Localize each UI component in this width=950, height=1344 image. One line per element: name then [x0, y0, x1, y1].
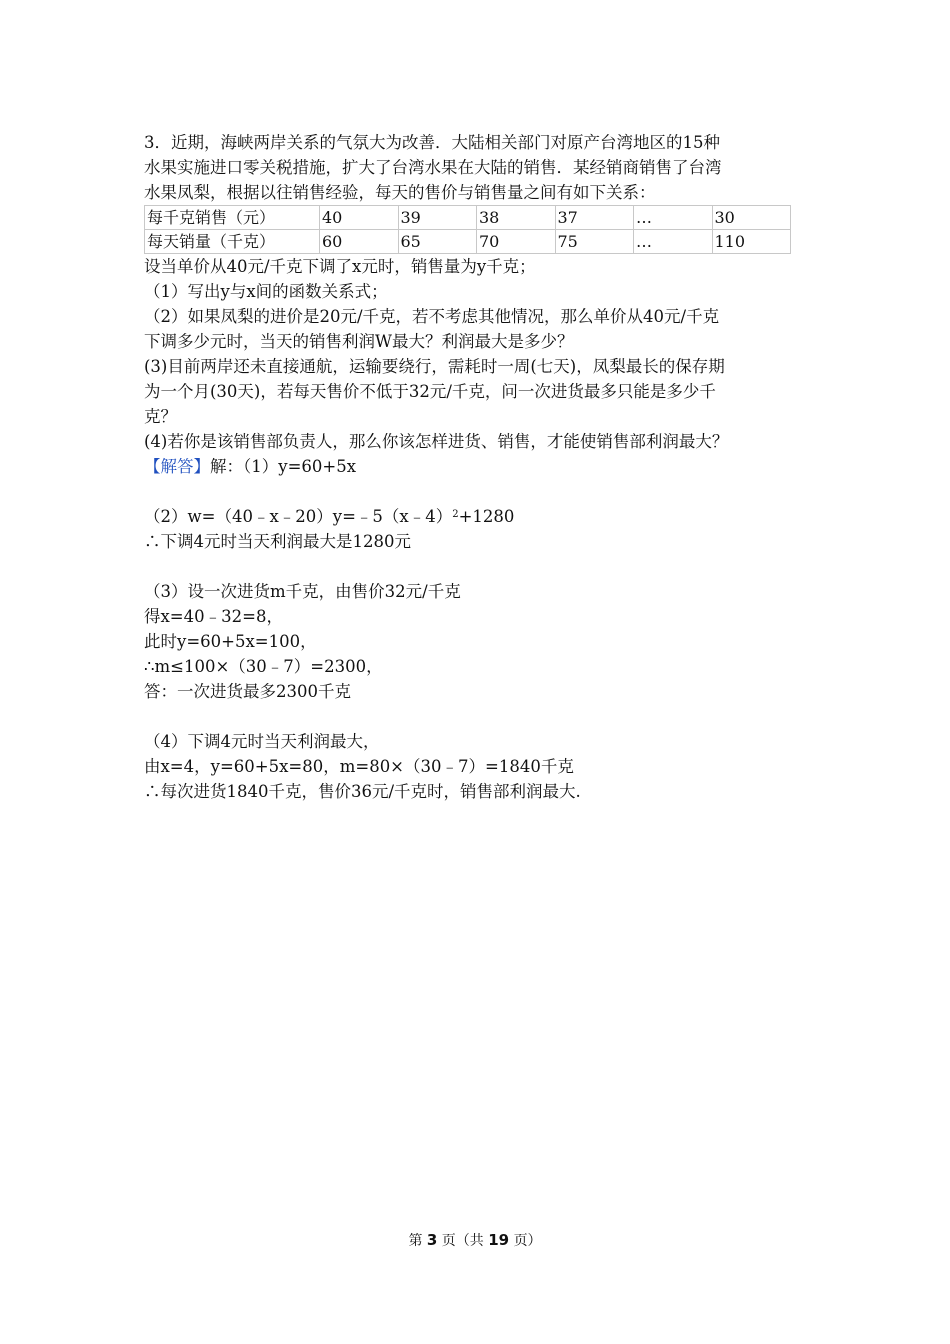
- table-cell: 75: [555, 230, 634, 254]
- answer-part-4: （4）下调4元时当天利润最大，: [144, 732, 380, 751]
- question-3: (3)目前两岸还未直接通航，运输要绕行，需耗时一周(七天)，凤梨最长的保存期: [144, 357, 725, 376]
- question-2-cont: 下调多少元时，当天的销售利润W最大？利润最大是多少？: [144, 332, 574, 351]
- question-3-cont: 为一个月(30天)，若每天售价不低于32元/千克，问一次进货最多只能是多少千: [144, 382, 716, 401]
- row-label: 每天销量（千克）: [145, 230, 320, 254]
- price-sales-table: [144, 205, 791, 254]
- table-cell: 40: [320, 206, 399, 230]
- table-cell: 65: [398, 230, 477, 254]
- answer-part-3-step: 此时y=60+5x=100，: [144, 632, 317, 651]
- table-cell: …: [634, 206, 713, 230]
- table-row: [145, 230, 791, 254]
- answer-part-1: [144, 454, 814, 479]
- answer-part-3-conclusion: 答：一次进货最多2300千克: [144, 682, 351, 701]
- answer-part-1-text: 解：（1）y=60+5x: [210, 457, 357, 476]
- footer-prefix: 第: [408, 1233, 423, 1249]
- table-cell: 37: [555, 206, 634, 230]
- answer-tag: 【解答】: [144, 457, 210, 476]
- table-cell: …: [634, 230, 713, 254]
- table-cell: 70: [477, 230, 556, 254]
- question-1: （1）写出y与x间的函数关系式；: [144, 282, 388, 301]
- answer-part-3-step: ∴m≤100×（30﹣7）=2300，: [144, 657, 383, 676]
- answer-part-4-step: 由x=4，y=60+5x=80，m=80×（30﹣7）=1840千克: [144, 757, 574, 776]
- footer-middle: 页（共: [441, 1233, 484, 1249]
- problem-line: 水果实施进口零关税措施，扩大了台湾水果在大陆的销售．某经销商销售了台湾: [144, 158, 722, 177]
- page-number: 3: [426, 1231, 438, 1249]
- answer-part-2: [144, 504, 814, 529]
- problem-line: 设当单价从40元/千克下调了x元时，销售量为y千克；: [144, 257, 536, 276]
- table-cell: 30: [712, 206, 791, 230]
- answer-part-3-step: 得x=40﹣32=8，: [144, 607, 283, 626]
- problem-line: 3．近期，海峡两岸关系的气氛大为改善．大陆相关部门对原产台湾地区的15种: [144, 133, 720, 152]
- document-body: [144, 130, 814, 804]
- table-row: [145, 206, 791, 230]
- total-pages: 19: [488, 1231, 510, 1249]
- table-cell: 60: [320, 230, 399, 254]
- answer-part-3: （3）设一次进货m千克，由售价32元/千克: [144, 582, 461, 601]
- table-cell: 39: [398, 206, 477, 230]
- answer-part-4-conclusion: ∴每次进货1840千克，售价36元/千克时，销售部利润最大.: [144, 782, 581, 801]
- question-3-cont: 克？: [144, 407, 177, 426]
- answer-part-2-conclusion: ∴下调4元时当天利润最大是1280元: [144, 532, 411, 551]
- answer-part-2-formula: （2）w=（40﹣x﹣20）y=﹣5（x﹣4）: [144, 507, 453, 526]
- exponent: 2: [452, 509, 459, 520]
- problem-line: 水果凤梨，根据以往销售经验，每天的售价与销售量之间有如下关系：: [144, 183, 656, 202]
- row-label: 每千克销售（元）: [145, 206, 320, 230]
- question-2: （2）如果凤梨的进价是20元/千克，若不考虑其他情况，那么单价从40元/千克: [144, 307, 720, 326]
- question-4: (4)若你是该销售部负责人，那么你该怎样进货、销售，才能使销售部利润最大？: [144, 432, 729, 451]
- table-cell: 110: [712, 230, 791, 254]
- answer-part-2-tail: +1280: [458, 507, 515, 526]
- footer-suffix: 页）: [513, 1233, 542, 1249]
- table-cell: 38: [477, 206, 556, 230]
- page-footer: [0, 1230, 950, 1250]
